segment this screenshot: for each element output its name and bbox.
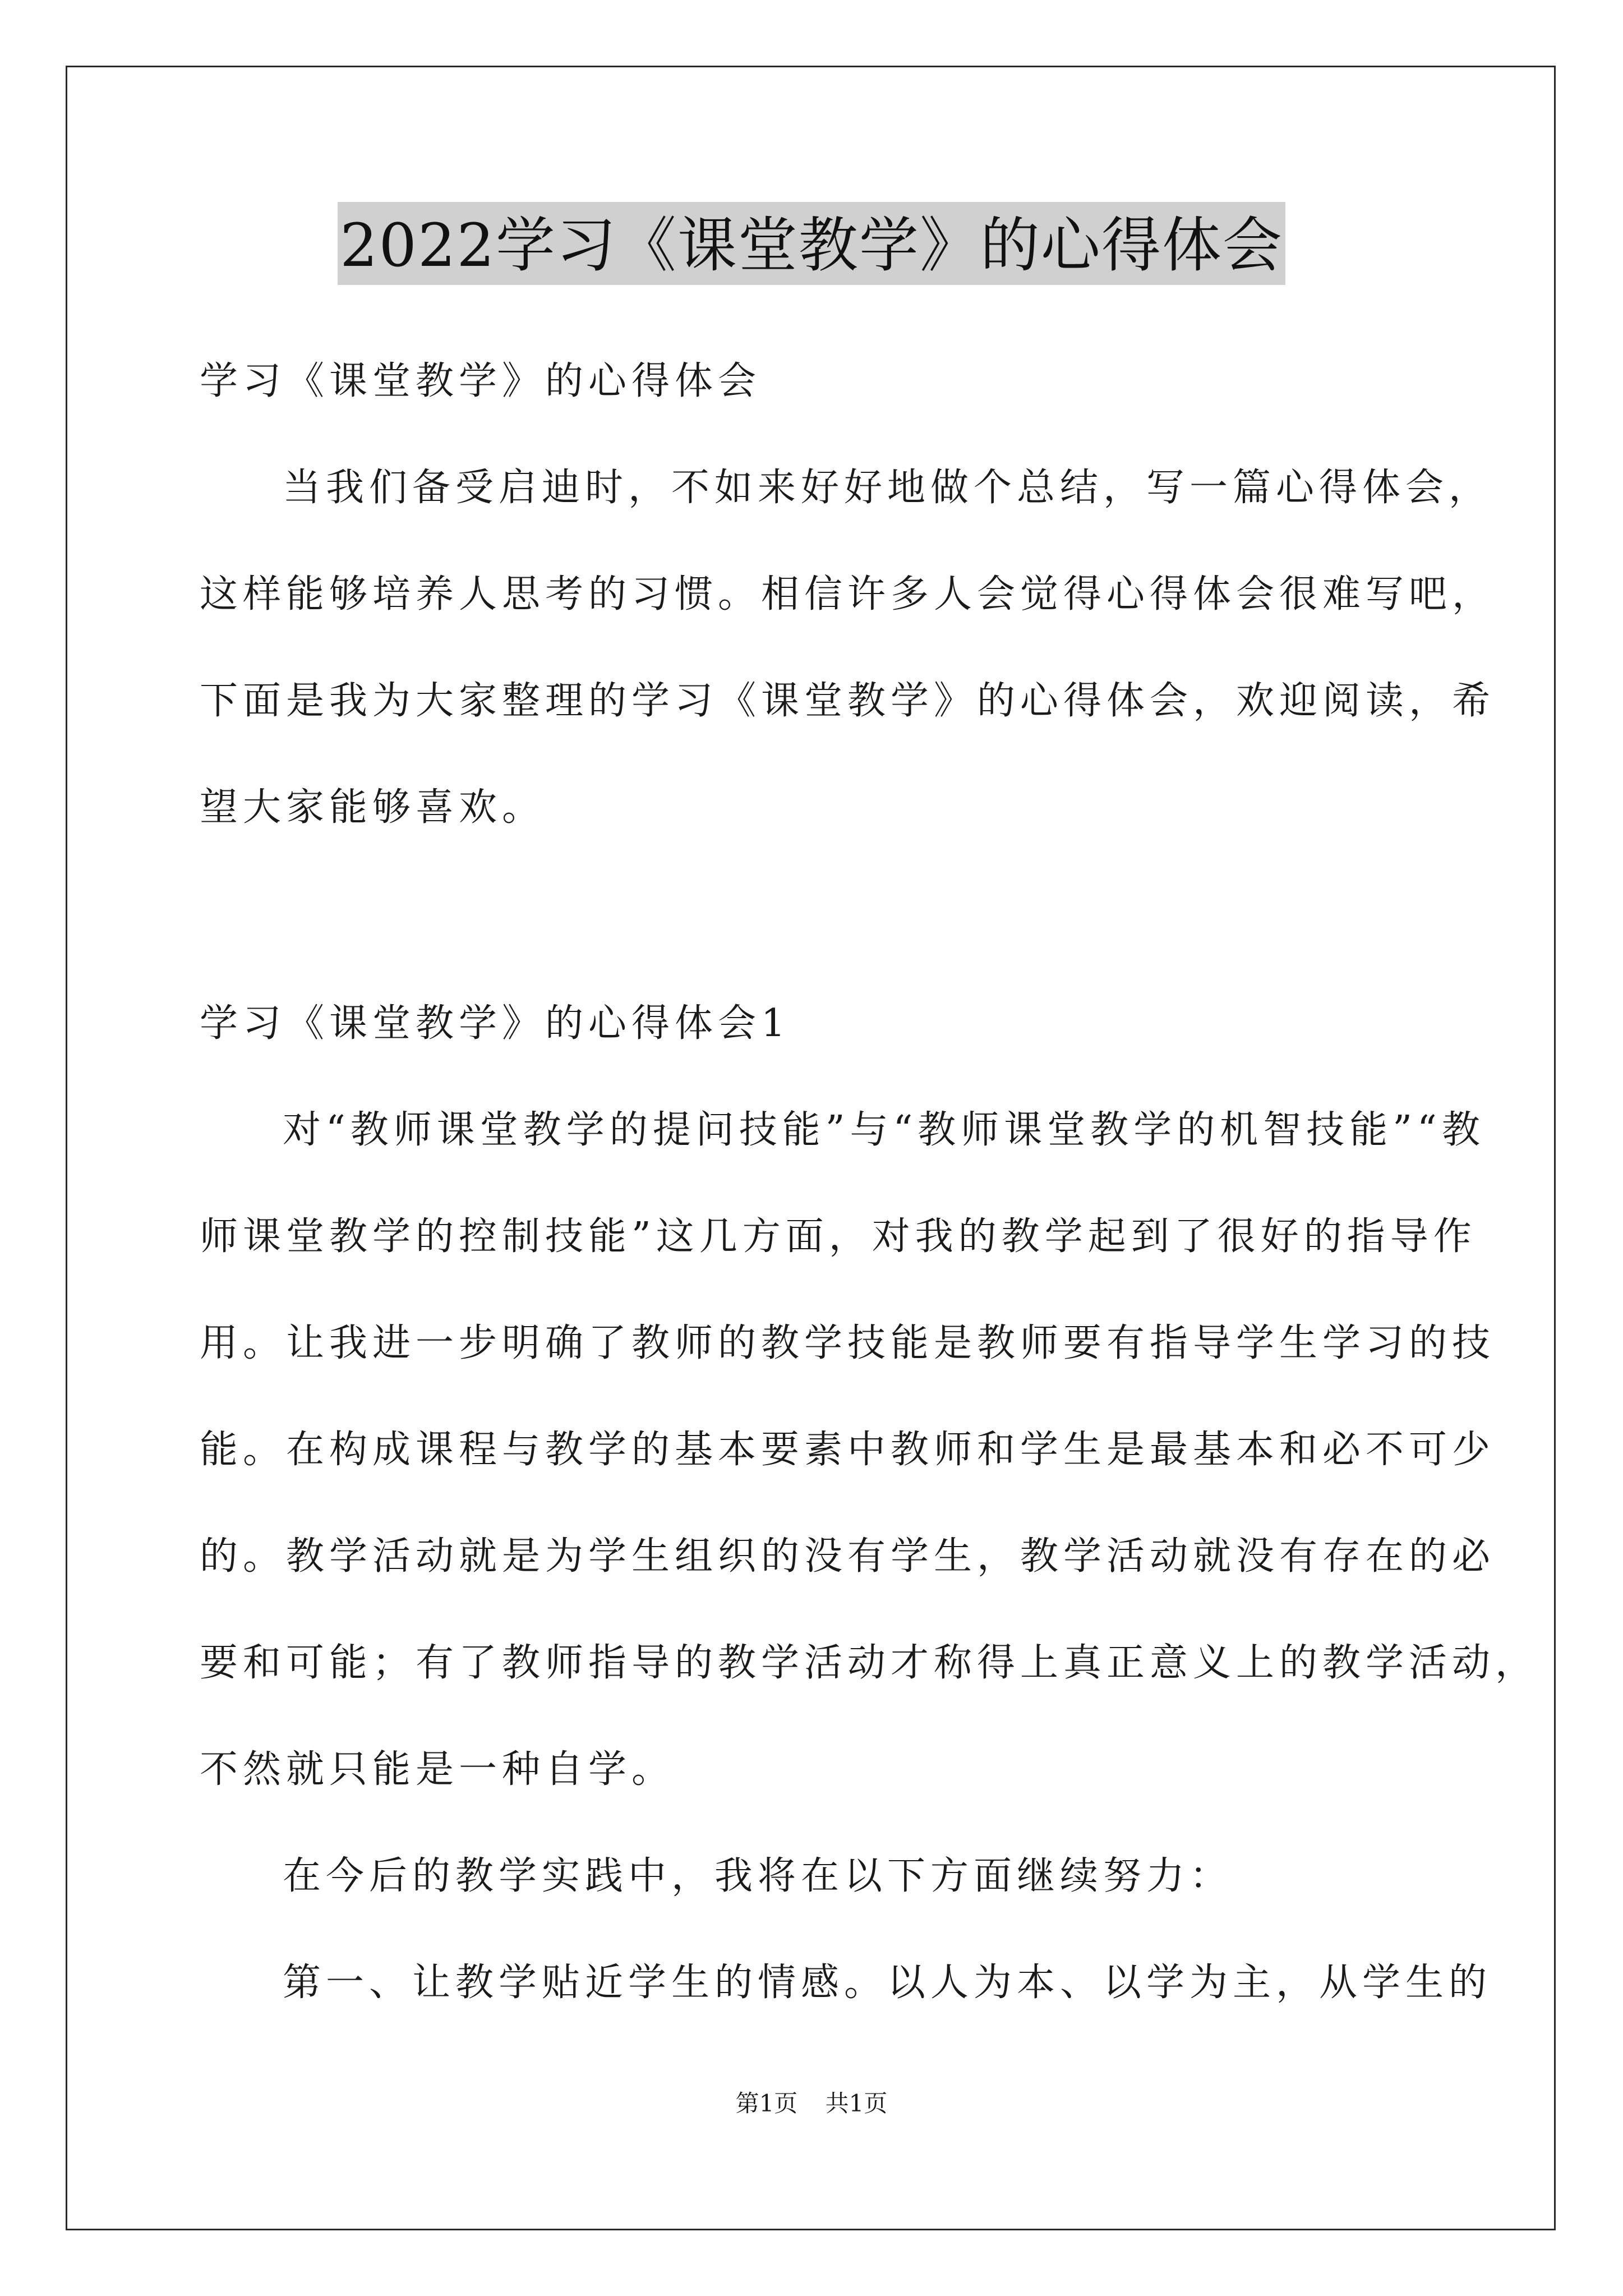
paragraph-line: 第一、让教学贴近学生的情感。以人为本、以学为主，从学生的 (283, 1961, 1492, 2005)
section-heading: 学习《课堂教学》的心得体会1 (200, 1001, 791, 1046)
paragraph-line: 当我们备受启迪时，不如来好好地做个总结，写一篇心得体会， (283, 466, 1492, 510)
paragraph-line: 望大家能够喜欢。 (200, 785, 546, 830)
page-footer (0, 2087, 1623, 2120)
paragraph-line: 这样能够培养人思考的习惯。相信许多人会觉得心得体会很难写吧， (200, 572, 1496, 616)
paragraph-line: 用。让我进一步明确了教师的教学技能是教师要有指导学生学习的技 (200, 1321, 1496, 1365)
paragraph-line: 师课堂教学的控制技能”这几方面，对我的教学起到了很好的指导作 (200, 1214, 1477, 1259)
page-number: 第1页 (735, 2090, 798, 2117)
section-heading: 学习《课堂教学》的心得体会 (200, 359, 762, 403)
paragraph-line: 能。在构成课程与教学的基本要素中教师和学生是最基本和必不可少 (200, 1428, 1496, 1472)
paragraph-line: 不然就只能是一种自学。 (200, 1747, 675, 1792)
paragraph-line: 在今后的教学实践中，我将在以下方面继续努力： (283, 1854, 1233, 1898)
paragraph-line: 的。教学活动就是为学生组织的没有学生，教学活动就没有存在的必 (200, 1534, 1496, 1579)
page-total: 共1页 (825, 2090, 888, 2117)
paragraph-line: 下面是我为大家整理的学习《课堂教学》的心得体会，欢迎阅读，希 (200, 679, 1496, 723)
paragraph-line: 要和可能；有了教师指导的教学活动才称得上真正意义上的教学活动， (200, 1641, 1539, 1685)
title-wrap (0, 202, 1623, 285)
document-title: 2022学习《课堂教学》的心得体会 (338, 202, 1285, 285)
paragraph-line: 对“教师课堂教学的提问技能”与“教师课堂教学的机智技能”“教 (283, 1108, 1485, 1152)
